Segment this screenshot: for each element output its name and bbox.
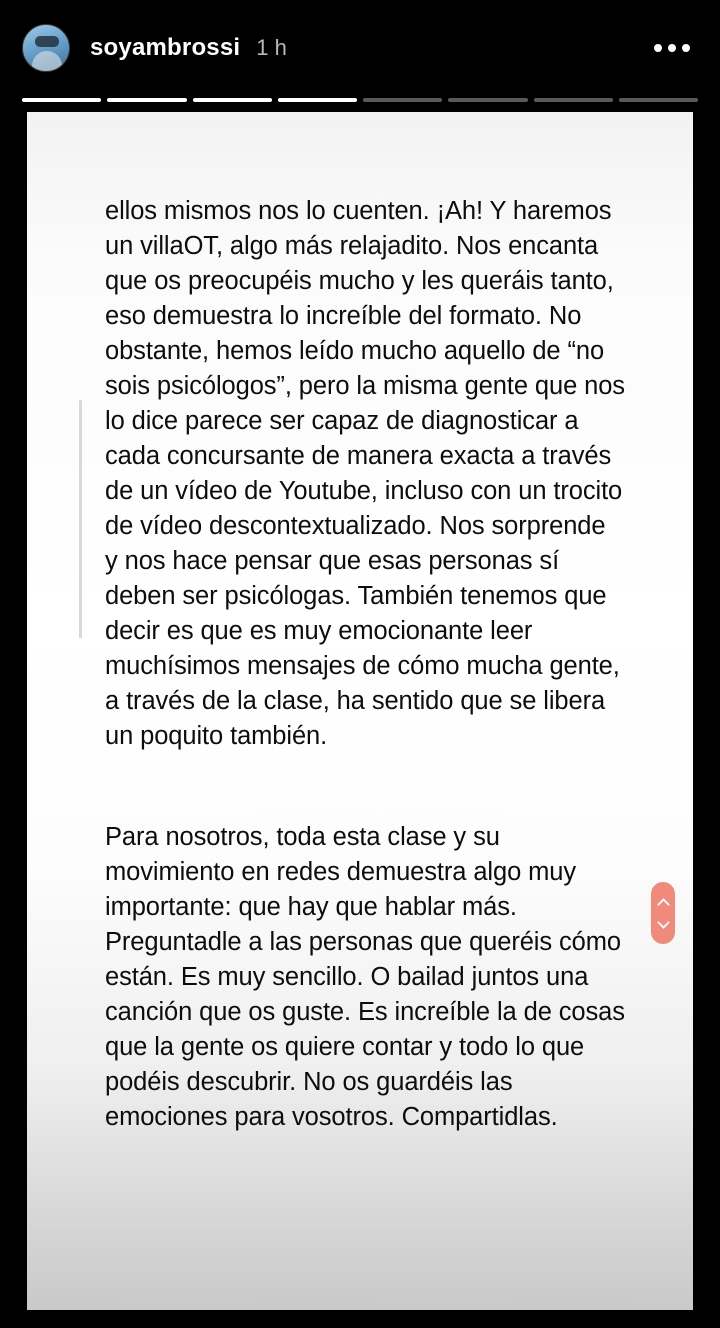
quote-accent-bar (79, 400, 82, 638)
scroll-updown-pill-icon[interactable] (651, 882, 675, 944)
story-text-block (105, 194, 625, 1135)
story-paragraph: Para nosotros, toda esta clase y su movimiento en redes demuestra algo muy importante: que hay que hablar más. Preguntadle a las personas que queréis cómo están. Es muy sencillo. O bailad juntos una canción que os guste. Es increíble la de cosas que la gente os quiere contar y todo lo que podéis descubrir. No os guardéis las emociones para vosotros. Compartidlas. (105, 823, 625, 1131)
story-header (0, 0, 720, 96)
progress-segment[interactable] (107, 98, 186, 102)
progress-segment[interactable] (278, 98, 357, 102)
avatar[interactable] (22, 24, 70, 72)
more-dot-3 (682, 44, 690, 52)
username-label[interactable]: soyambrossi (90, 34, 241, 61)
chevron-up-icon (657, 898, 670, 911)
more-dot-2 (668, 44, 676, 52)
progress-segment[interactable] (619, 98, 698, 102)
story-progress-bar (22, 98, 698, 102)
story-content-card[interactable] (27, 112, 693, 1310)
chevron-down-icon (657, 916, 670, 929)
more-options-icon[interactable] (646, 36, 698, 60)
progress-segment[interactable] (448, 98, 527, 102)
more-dot-1 (654, 44, 662, 52)
timestamp-label: 1 h (256, 35, 287, 60)
progress-segment[interactable] (193, 98, 272, 102)
story-paragraph: ellos mismos nos lo cuenten. ¡Ah! Y haremos un villaOT, algo más relajadito. Nos encanta que os preocupéis mucho y les queráis tanto, eso demuestra lo increíble del formato. No obstante, hemos leído mucho aquello de “no sois psicólogos”, pero la misma gente que nos lo dice parece ser capaz de diagnosticar a cada concursante de manera exacta a través de un vídeo de Youtube, incluso con un trocito de vídeo descontextualizado. Nos sorprende y nos hace pensar que esas personas sí deben ser psicólogas. También tenemos que decir es que es muy emocionante leer muchísimos mensajes de cómo mucha gente, a través de la clase, ha sentido que se libera un poquito también. (105, 197, 625, 750)
progress-segment[interactable] (363, 98, 442, 102)
progress-segment[interactable] (534, 98, 613, 102)
progress-segment[interactable] (22, 98, 101, 102)
